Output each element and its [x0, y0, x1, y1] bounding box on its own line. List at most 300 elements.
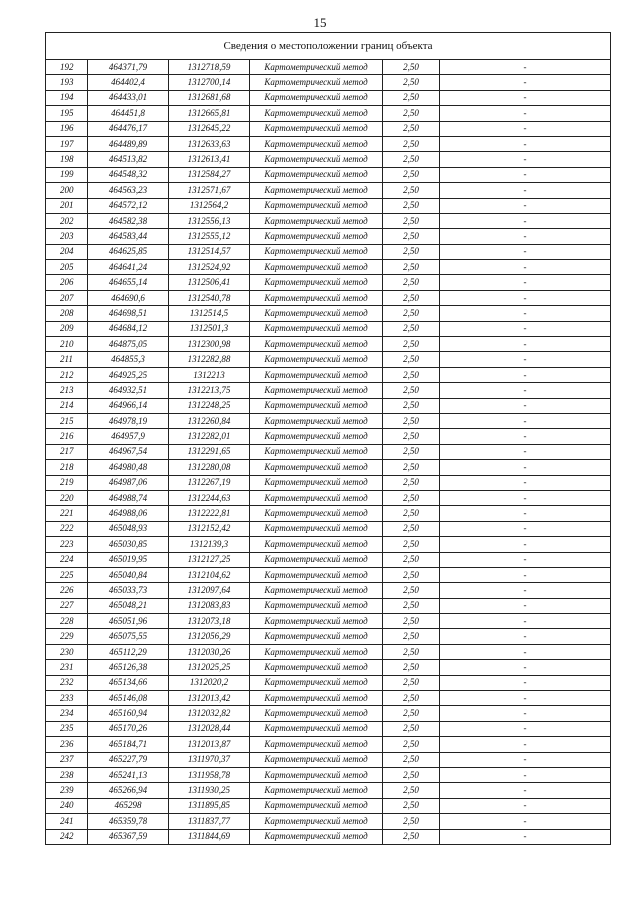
boundary-coordinates-table: [45, 32, 611, 845]
note-cell: -: [440, 398, 611, 413]
point-number-cell: 200: [46, 183, 88, 198]
point-number-cell: 241: [46, 814, 88, 829]
coord-y-cell: 1312028,44: [169, 721, 250, 736]
method-cell: Картометрический метод: [250, 460, 383, 475]
method-cell: Картометрический метод: [250, 644, 383, 659]
point-number-cell: 208: [46, 306, 88, 321]
point-number-cell: 230: [46, 644, 88, 659]
table-row: [46, 413, 611, 428]
accuracy-cell: 2,50: [383, 429, 440, 444]
coord-y-cell: 1312104,62: [169, 567, 250, 582]
table-row: [46, 429, 611, 444]
coord-y-cell: 1312555,12: [169, 229, 250, 244]
point-number-cell: 197: [46, 136, 88, 151]
table-row: [46, 213, 611, 228]
point-number-cell: 213: [46, 383, 88, 398]
table-row: [46, 167, 611, 182]
method-cell: Картометрический метод: [250, 337, 383, 352]
note-cell: -: [440, 136, 611, 151]
method-cell: Картометрический метод: [250, 413, 383, 428]
method-cell: Картометрический метод: [250, 183, 383, 198]
method-cell: Картометрический метод: [250, 767, 383, 782]
coord-x-cell: 464451,8: [88, 106, 169, 121]
point-number-cell: 232: [46, 675, 88, 690]
note-cell: -: [440, 337, 611, 352]
table-row: [46, 691, 611, 706]
accuracy-cell: 2,50: [383, 444, 440, 459]
note-cell: -: [440, 614, 611, 629]
table-row: [46, 721, 611, 736]
accuracy-cell: 2,50: [383, 660, 440, 675]
table-row: [46, 321, 611, 336]
point-number-cell: 225: [46, 567, 88, 582]
coord-y-cell: 1312501,3: [169, 321, 250, 336]
method-cell: Картометрический метод: [250, 829, 383, 844]
coord-y-cell: 1312073,18: [169, 614, 250, 629]
coord-y-cell: 1312127,25: [169, 552, 250, 567]
point-number-cell: 227: [46, 598, 88, 613]
coord-y-cell: 1312013,87: [169, 737, 250, 752]
point-number-cell: 220: [46, 490, 88, 505]
coord-y-cell: 1311844,69: [169, 829, 250, 844]
accuracy-cell: 2,50: [383, 644, 440, 659]
coord-y-cell: 1312213: [169, 367, 250, 382]
coord-x-cell: 464932,51: [88, 383, 169, 398]
coord-y-cell: 1312564,2: [169, 198, 250, 213]
point-number-cell: 194: [46, 90, 88, 105]
note-cell: -: [440, 475, 611, 490]
note-cell: -: [440, 60, 611, 75]
accuracy-cell: 2,50: [383, 106, 440, 121]
coord-x-cell: 464402,4: [88, 75, 169, 90]
coord-y-cell: 1312097,64: [169, 583, 250, 598]
method-cell: Картометрический метод: [250, 691, 383, 706]
note-cell: -: [440, 737, 611, 752]
point-number-cell: 199: [46, 167, 88, 182]
coord-x-cell: 465266,94: [88, 783, 169, 798]
accuracy-cell: 2,50: [383, 706, 440, 721]
coord-x-cell: 464698,51: [88, 306, 169, 321]
method-cell: Картометрический метод: [250, 552, 383, 567]
table-row: [46, 767, 611, 782]
note-cell: -: [440, 306, 611, 321]
method-cell: Картометрический метод: [250, 475, 383, 490]
note-cell: -: [440, 675, 611, 690]
coord-x-cell: 464855,3: [88, 352, 169, 367]
table-header-row: [46, 33, 611, 60]
point-number-cell: 204: [46, 244, 88, 259]
method-cell: Картометрический метод: [250, 814, 383, 829]
table-row: [46, 60, 611, 75]
accuracy-cell: 2,50: [383, 60, 440, 75]
note-cell: -: [440, 75, 611, 90]
note-cell: -: [440, 90, 611, 105]
coord-x-cell: 465048,21: [88, 598, 169, 613]
coord-x-cell: 464572,12: [88, 198, 169, 213]
point-number-cell: 218: [46, 460, 88, 475]
coord-x-cell: 465030,85: [88, 537, 169, 552]
note-cell: -: [440, 383, 611, 398]
table-row: [46, 675, 611, 690]
method-cell: Картометрический метод: [250, 244, 383, 259]
coord-x-cell: 464875,05: [88, 337, 169, 352]
table-row: [46, 614, 611, 629]
accuracy-cell: 2,50: [383, 183, 440, 198]
coord-y-cell: 1312282,01: [169, 429, 250, 444]
coord-x-cell: 464625,85: [88, 244, 169, 259]
point-number-cell: 239: [46, 783, 88, 798]
method-cell: Картометрический метод: [250, 506, 383, 521]
coord-y-cell: 1312540,78: [169, 290, 250, 305]
point-number-cell: 202: [46, 213, 88, 228]
note-cell: -: [440, 413, 611, 428]
method-cell: Картометрический метод: [250, 398, 383, 413]
accuracy-cell: 2,50: [383, 814, 440, 829]
coord-y-cell: 1312718,59: [169, 60, 250, 75]
coord-y-cell: 1312222,81: [169, 506, 250, 521]
coord-y-cell: 1311970,37: [169, 752, 250, 767]
accuracy-cell: 2,50: [383, 675, 440, 690]
method-cell: Картометрический метод: [250, 260, 383, 275]
method-cell: Картометрический метод: [250, 352, 383, 367]
point-number-cell: 209: [46, 321, 88, 336]
coord-x-cell: 464966,14: [88, 398, 169, 413]
accuracy-cell: 2,50: [383, 691, 440, 706]
coord-x-cell: 465146,08: [88, 691, 169, 706]
coord-y-cell: 1312665,81: [169, 106, 250, 121]
coord-y-cell: 1312700,14: [169, 75, 250, 90]
note-cell: -: [440, 213, 611, 228]
point-number-cell: 198: [46, 152, 88, 167]
coord-x-cell: 464978,19: [88, 413, 169, 428]
point-number-cell: 224: [46, 552, 88, 567]
note-cell: -: [440, 229, 611, 244]
note-cell: -: [440, 321, 611, 336]
coord-y-cell: 1312282,88: [169, 352, 250, 367]
coord-y-cell: 1312025,25: [169, 660, 250, 675]
note-cell: -: [440, 121, 611, 136]
method-cell: Картометрический метод: [250, 213, 383, 228]
table-row: [46, 198, 611, 213]
note-cell: -: [440, 275, 611, 290]
accuracy-cell: 2,50: [383, 737, 440, 752]
coord-y-cell: 1312506,41: [169, 275, 250, 290]
accuracy-cell: 2,50: [383, 583, 440, 598]
point-number-cell: 219: [46, 475, 88, 490]
note-cell: -: [440, 183, 611, 198]
note-cell: -: [440, 829, 611, 844]
accuracy-cell: 2,50: [383, 567, 440, 582]
coord-x-cell: 465033,73: [88, 583, 169, 598]
coord-y-cell: 1312514,5: [169, 306, 250, 321]
coord-x-cell: 464563,23: [88, 183, 169, 198]
method-cell: Картометрический метод: [250, 598, 383, 613]
coord-x-cell: 465160,94: [88, 706, 169, 721]
coord-x-cell: 464967,54: [88, 444, 169, 459]
page-number: 15: [313, 15, 327, 30]
accuracy-cell: 2,50: [383, 244, 440, 259]
accuracy-cell: 2,50: [383, 229, 440, 244]
accuracy-cell: 2,50: [383, 460, 440, 475]
table-row: [46, 290, 611, 305]
point-number-cell: 226: [46, 583, 88, 598]
coord-y-cell: 1311895,85: [169, 798, 250, 813]
accuracy-cell: 2,50: [383, 306, 440, 321]
table-row: [46, 583, 611, 598]
table-row: [46, 598, 611, 613]
coord-x-cell: 465126,38: [88, 660, 169, 675]
point-number-cell: 212: [46, 367, 88, 382]
coord-y-cell: 1312300,98: [169, 337, 250, 352]
table-row: [46, 552, 611, 567]
note-cell: -: [440, 367, 611, 382]
coord-y-cell: 1312280,08: [169, 460, 250, 475]
method-cell: Картометрический метод: [250, 490, 383, 505]
accuracy-cell: 2,50: [383, 783, 440, 798]
method-cell: Картометрический метод: [250, 383, 383, 398]
point-number-cell: 221: [46, 506, 88, 521]
method-cell: Картометрический метод: [250, 737, 383, 752]
coord-x-cell: 464690,6: [88, 290, 169, 305]
table-row: [46, 537, 611, 552]
method-cell: Картометрический метод: [250, 537, 383, 552]
point-number-cell: 214: [46, 398, 88, 413]
point-number-cell: 228: [46, 614, 88, 629]
note-cell: -: [440, 521, 611, 536]
coord-x-cell: 464476,17: [88, 121, 169, 136]
table-row: [46, 244, 611, 259]
table-row: [46, 106, 611, 121]
method-cell: Картометрический метод: [250, 706, 383, 721]
coord-x-cell: 465227,79: [88, 752, 169, 767]
method-cell: Картометрический метод: [250, 229, 383, 244]
table-row: [46, 737, 611, 752]
coord-y-cell: 1311930,25: [169, 783, 250, 798]
note-cell: -: [440, 721, 611, 736]
accuracy-cell: 2,50: [383, 767, 440, 782]
point-number-cell: 201: [46, 198, 88, 213]
table-row: [46, 367, 611, 382]
coord-x-cell: 465170,26: [88, 721, 169, 736]
accuracy-cell: 2,50: [383, 398, 440, 413]
note-cell: -: [440, 290, 611, 305]
note-cell: -: [440, 767, 611, 782]
note-cell: -: [440, 198, 611, 213]
coord-x-cell: 464957,9: [88, 429, 169, 444]
note-cell: -: [440, 506, 611, 521]
table-row: [46, 475, 611, 490]
point-number-cell: 203: [46, 229, 88, 244]
method-cell: Картометрический метод: [250, 429, 383, 444]
coord-y-cell: 1312514,57: [169, 244, 250, 259]
note-cell: -: [440, 691, 611, 706]
coord-y-cell: 1312524,92: [169, 260, 250, 275]
method-cell: Картометрический метод: [250, 629, 383, 644]
point-number-cell: 223: [46, 537, 88, 552]
accuracy-cell: 2,50: [383, 413, 440, 428]
note-cell: -: [440, 152, 611, 167]
table-row: [46, 90, 611, 105]
table-row: [46, 152, 611, 167]
coord-y-cell: 1312260,84: [169, 413, 250, 428]
note-cell: -: [440, 814, 611, 829]
coord-y-cell: 1312030,26: [169, 644, 250, 659]
point-number-cell: 231: [46, 660, 88, 675]
accuracy-cell: 2,50: [383, 537, 440, 552]
point-number-cell: 207: [46, 290, 88, 305]
accuracy-cell: 2,50: [383, 490, 440, 505]
table-row: [46, 229, 611, 244]
accuracy-cell: 2,50: [383, 598, 440, 613]
coord-y-cell: 1312139,3: [169, 537, 250, 552]
table-row: [46, 706, 611, 721]
note-cell: -: [440, 444, 611, 459]
point-number-cell: 193: [46, 75, 88, 90]
method-cell: Картометрический метод: [250, 521, 383, 536]
method-cell: Картометрический метод: [250, 167, 383, 182]
coord-x-cell: 465241,13: [88, 767, 169, 782]
note-cell: -: [440, 567, 611, 582]
coord-x-cell: 464583,44: [88, 229, 169, 244]
coord-y-cell: 1312613,41: [169, 152, 250, 167]
accuracy-cell: 2,50: [383, 198, 440, 213]
note-cell: -: [440, 244, 611, 259]
accuracy-cell: 2,50: [383, 290, 440, 305]
coord-y-cell: 1312032,82: [169, 706, 250, 721]
table-row: [46, 490, 611, 505]
method-cell: Картометрический метод: [250, 121, 383, 136]
note-cell: -: [440, 706, 611, 721]
point-number-cell: 192: [46, 60, 88, 75]
coord-y-cell: 1312681,68: [169, 90, 250, 105]
coord-x-cell: 465134,66: [88, 675, 169, 690]
coord-y-cell: 1312645,22: [169, 121, 250, 136]
coord-x-cell: 464548,32: [88, 167, 169, 182]
method-cell: Картометрический метод: [250, 660, 383, 675]
accuracy-cell: 2,50: [383, 752, 440, 767]
accuracy-cell: 2,50: [383, 136, 440, 151]
coord-x-cell: 464582,38: [88, 213, 169, 228]
table-row: [46, 660, 611, 675]
method-cell: Картометрический метод: [250, 798, 383, 813]
point-number-cell: 206: [46, 275, 88, 290]
method-cell: Картометрический метод: [250, 60, 383, 75]
note-cell: -: [440, 644, 611, 659]
method-cell: Картометрический метод: [250, 152, 383, 167]
note-cell: -: [440, 783, 611, 798]
table-row: [46, 521, 611, 536]
accuracy-cell: 2,50: [383, 352, 440, 367]
coord-y-cell: 1311958,78: [169, 767, 250, 782]
accuracy-cell: 2,50: [383, 629, 440, 644]
point-number-cell: 237: [46, 752, 88, 767]
note-cell: -: [440, 798, 611, 813]
coord-x-cell: 465112,29: [88, 644, 169, 659]
coord-x-cell: 465040,84: [88, 567, 169, 582]
note-cell: -: [440, 629, 611, 644]
method-cell: Картометрический метод: [250, 675, 383, 690]
point-number-cell: 222: [46, 521, 88, 536]
coord-y-cell: 1312213,75: [169, 383, 250, 398]
method-cell: Картометрический метод: [250, 306, 383, 321]
coord-y-cell: 1312291,65: [169, 444, 250, 459]
method-cell: Картометрический метод: [250, 444, 383, 459]
note-cell: -: [440, 752, 611, 767]
accuracy-cell: 2,50: [383, 75, 440, 90]
table-row: [46, 260, 611, 275]
accuracy-cell: 2,50: [383, 798, 440, 813]
method-cell: Картометрический метод: [250, 198, 383, 213]
table-row: [46, 383, 611, 398]
method-cell: Картометрический метод: [250, 275, 383, 290]
method-cell: Картометрический метод: [250, 567, 383, 582]
table-row: [46, 183, 611, 198]
coord-y-cell: 1312020,2: [169, 675, 250, 690]
coord-y-cell: 1312584,27: [169, 167, 250, 182]
note-cell: -: [440, 429, 611, 444]
accuracy-cell: 2,50: [383, 167, 440, 182]
coord-x-cell: 464980,48: [88, 460, 169, 475]
point-number-cell: 217: [46, 444, 88, 459]
table-row: [46, 629, 611, 644]
table-row: [46, 506, 611, 521]
coord-x-cell: 465051,96: [88, 614, 169, 629]
note-cell: -: [440, 167, 611, 182]
note-cell: -: [440, 552, 611, 567]
note-cell: -: [440, 598, 611, 613]
point-number-cell: 229: [46, 629, 88, 644]
table-row: [46, 567, 611, 582]
point-number-cell: 216: [46, 429, 88, 444]
accuracy-cell: 2,50: [383, 152, 440, 167]
accuracy-cell: 2,50: [383, 275, 440, 290]
table-row: [46, 752, 611, 767]
coord-x-cell: 465298: [88, 798, 169, 813]
coord-y-cell: 1312056,29: [169, 629, 250, 644]
coord-x-cell: 464433,01: [88, 90, 169, 105]
point-number-cell: 205: [46, 260, 88, 275]
coord-x-cell: 465019,95: [88, 552, 169, 567]
method-cell: Картометрический метод: [250, 721, 383, 736]
coord-x-cell: 464655,14: [88, 275, 169, 290]
table-row: [46, 783, 611, 798]
coord-x-cell: 464489,89: [88, 136, 169, 151]
coord-x-cell: 465184,71: [88, 737, 169, 752]
accuracy-cell: 2,50: [383, 475, 440, 490]
accuracy-cell: 2,50: [383, 367, 440, 382]
note-cell: -: [440, 260, 611, 275]
coord-y-cell: 1312267,19: [169, 475, 250, 490]
coord-y-cell: 1312571,67: [169, 183, 250, 198]
note-cell: -: [440, 660, 611, 675]
coord-y-cell: 1312248,25: [169, 398, 250, 413]
note-cell: -: [440, 490, 611, 505]
accuracy-cell: 2,50: [383, 829, 440, 844]
method-cell: Картометрический метод: [250, 136, 383, 151]
table-row: [46, 75, 611, 90]
coord-x-cell: 464641,24: [88, 260, 169, 275]
method-cell: Картометрический метод: [250, 367, 383, 382]
method-cell: Картометрический метод: [250, 752, 383, 767]
table-row: [46, 829, 611, 844]
coord-y-cell: 1312152,42: [169, 521, 250, 536]
method-cell: Картометрический метод: [250, 106, 383, 121]
table-row: [46, 644, 611, 659]
point-number-cell: 215: [46, 413, 88, 428]
coord-x-cell: 464684,12: [88, 321, 169, 336]
method-cell: Картометрический метод: [250, 583, 383, 598]
coord-y-cell: 1312633,63: [169, 136, 250, 151]
